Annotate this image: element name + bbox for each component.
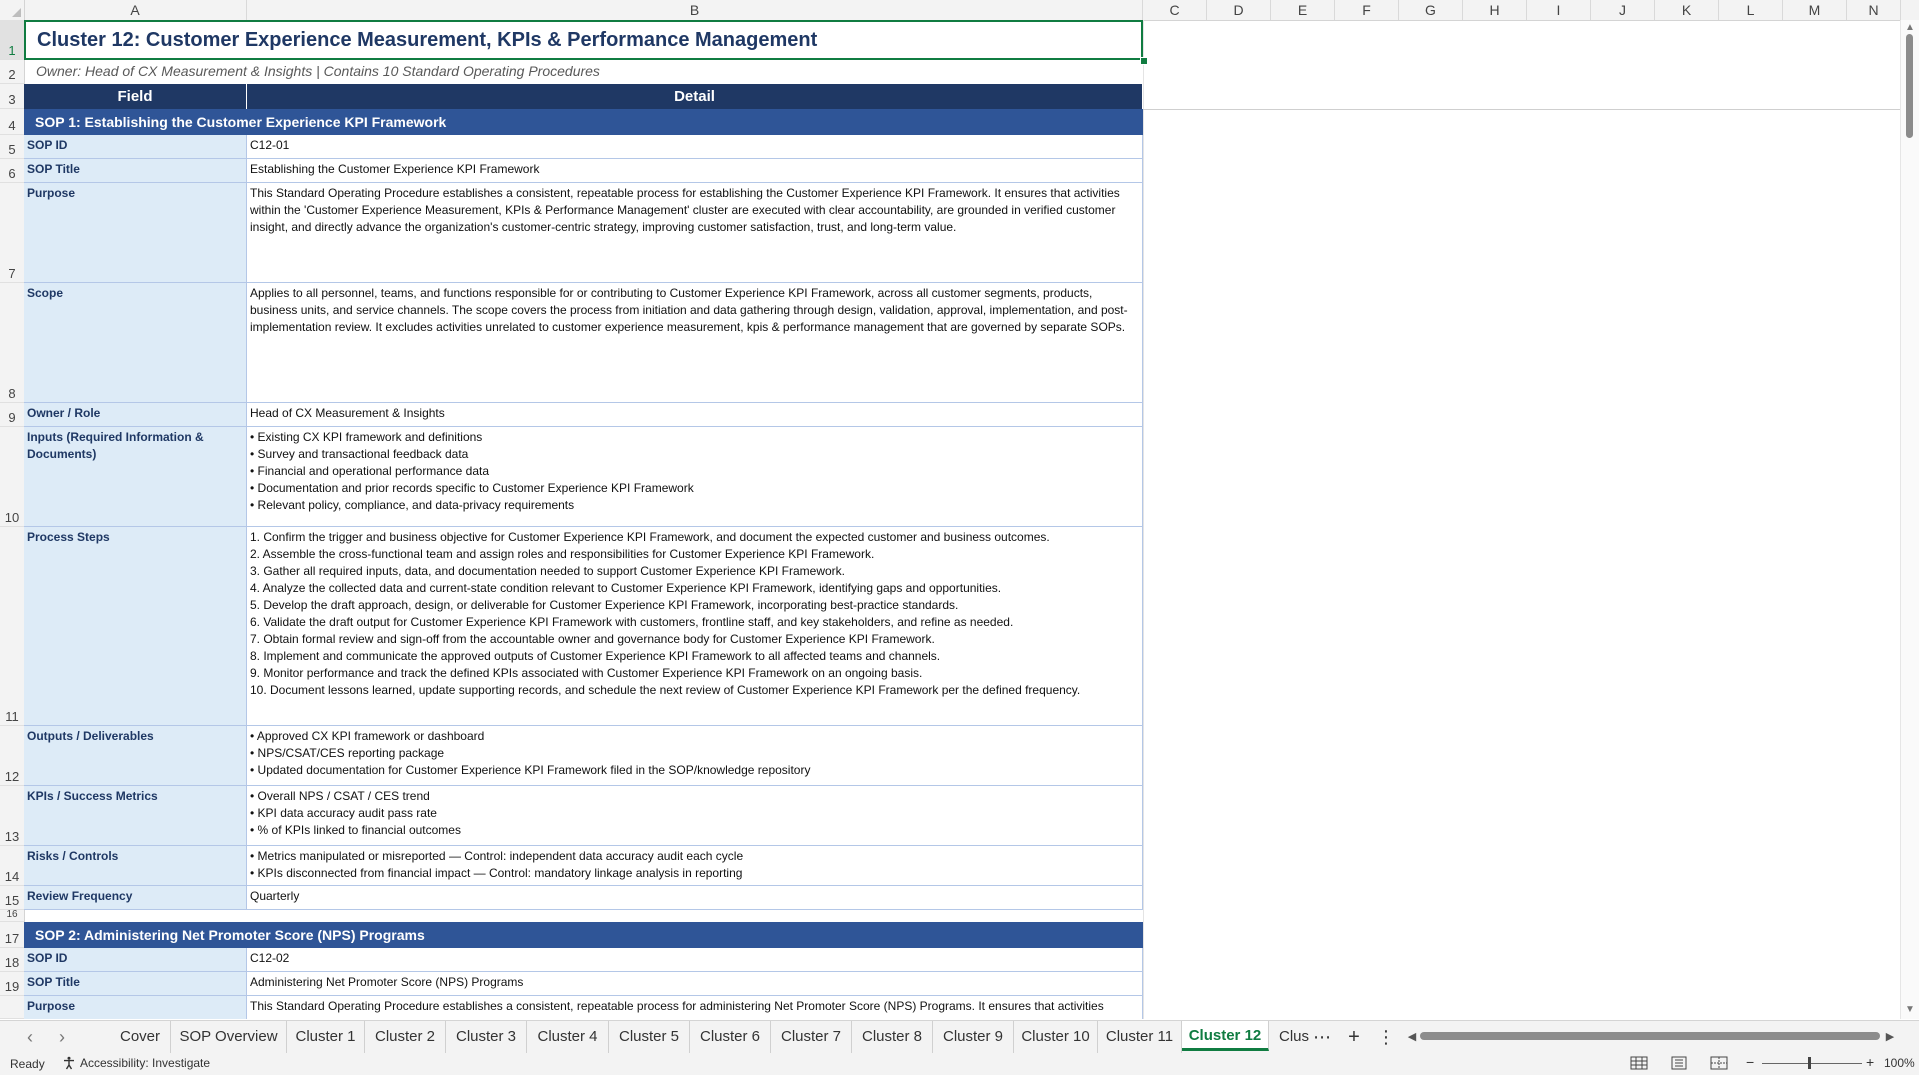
field-process-steps[interactable]: Process Steps xyxy=(24,527,247,726)
row-header-10[interactable]: 10 xyxy=(0,427,24,527)
field-owner-role[interactable]: Owner / Role xyxy=(24,403,247,427)
select-all-button[interactable] xyxy=(0,0,25,20)
zoom-in-icon[interactable]: + xyxy=(1866,1054,1875,1070)
field-sop-id[interactable]: SOP ID xyxy=(24,948,247,972)
column-header-m[interactable]: M xyxy=(1783,0,1847,20)
tab-cluster-5[interactable]: Cluster 5 xyxy=(609,1021,690,1053)
scroll-left-icon[interactable]: ◀ xyxy=(1407,1031,1417,1043)
row-header-1[interactable]: 1 xyxy=(0,20,24,60)
add-sheet-icon[interactable]: + xyxy=(1348,1026,1360,1048)
detail-process-steps[interactable]: 1. Confirm the trigger and business objective for Customer Experience KPI Framework, and document the expected customer and business outcomes. 2. Assemble the cross-functional team and assign roles and responsibilities for Customer Experience KPI Framework. 3. Gather all required inputs, data, and documentation needed to support Customer Experience KPI Framework. 4. Analyze the collected data and current-state condition relevant to Customer Experience KPI Framework, identifying gaps and opportunities. 5. Develop the draft approach, design, or deliverable for Customer Experience KPI Framework, incorporating best-practice standards. 6. Validate the draft output for Customer Experience KPI Framework with customers, frontline staff, and key stakeholders, and refine as needed. 7. Obtain formal review and sign-off from the accountable owner and governance body for Customer Experience KPI Framework. 8. Implement and communicate the approved outputs of Customer Experience KPI Framework to all affected teams and channels. 9. Monitor performance and track the defined KPIs associated with Customer Experience KPI Framework on an ongoing basis. 10. Document lessons learned, update supporting records, and schedule the next review of Customer Experience KPI Framework per the defined frequency. xyxy=(247,527,1143,726)
column-header-b[interactable]: B xyxy=(247,0,1143,20)
horizontal-scrollbar[interactable] xyxy=(1406,1031,1896,1043)
row-header-16[interactable]: 16 xyxy=(0,910,24,922)
row-header-7[interactable]: 7 xyxy=(0,183,24,283)
column-header-i[interactable]: I xyxy=(1527,0,1591,20)
column-header-n[interactable]: N xyxy=(1847,0,1901,20)
vertical-scroll-thumb[interactable] xyxy=(1906,34,1913,138)
tab-scroll-right-icon[interactable]: › xyxy=(59,1027,65,1047)
tab-scroll-left-icon[interactable]: ‹ xyxy=(27,1027,33,1047)
column-header-h[interactable]: H xyxy=(1463,0,1527,20)
detail-sop-id[interactable]: C12-02 xyxy=(247,948,1143,972)
tab-cluster-3[interactable]: Cluster 3 xyxy=(446,1021,527,1053)
detail-review-frequency[interactable]: Quarterly xyxy=(247,886,1143,910)
tab-cluster-9[interactable]: Cluster 9 xyxy=(933,1021,1014,1053)
tab-cluster-12[interactable]: Cluster 12 xyxy=(1182,1021,1269,1051)
sop-2-band[interactable]: SOP 2: Administering Net Promoter Score (NPS) Programs xyxy=(24,922,1143,948)
row-header-15[interactable]: 15 xyxy=(0,886,24,910)
row-header-6[interactable]: 6 xyxy=(0,159,24,183)
detail-sop-title[interactable]: Establishing the Customer Experience KPI Framework xyxy=(247,159,1143,183)
row-header-19[interactable]: 19 xyxy=(0,972,24,996)
detail-sop-id[interactable]: C12-01 xyxy=(247,135,1143,159)
column-header-e[interactable]: E xyxy=(1271,0,1335,20)
row-header-9[interactable]: 9 xyxy=(0,403,24,427)
row-header-5[interactable]: 5 xyxy=(0,135,24,159)
scroll-up-icon[interactable]: ▲ xyxy=(1905,22,1915,33)
sheet-title[interactable]: Cluster 12: Customer Experience Measurement, KPIs & Performance Management xyxy=(24,20,1143,60)
zoom-slider-thumb[interactable] xyxy=(1808,1057,1811,1069)
detail-purpose[interactable]: This Standard Operating Procedure establishes a consistent, repeatable process for administering Net Promoter Score (NPS) Programs. It ensures that activities xyxy=(247,996,1143,1019)
row-header-bar xyxy=(0,20,25,1019)
field-risks[interactable]: Risks / Controls xyxy=(24,846,247,886)
tab-cluster-7[interactable]: Cluster 7 xyxy=(771,1021,852,1053)
accessibility-icon xyxy=(62,1056,76,1070)
gridline xyxy=(1143,20,1144,1019)
vertical-scrollbar[interactable] xyxy=(1900,20,1919,1019)
detail-purpose[interactable]: This Standard Operating Procedure establishes a consistent, repeatable process for establishing the Customer Experience KPI Framework. It ensures that activities within the 'Customer Experience Measurement, KPIs & Performance Management' cluster are executed with clear accountability, are grounded in verified customer insight, and directly advance the organization's customer-centric strategy, improving customer satisfaction, trust, and long-term value. xyxy=(247,183,1143,283)
detail-sop-title[interactable]: Administering Net Promoter Score (NPS) Programs xyxy=(247,972,1143,996)
column-header-g[interactable]: G xyxy=(1399,0,1463,20)
detail-risks[interactable]: • Metrics manipulated or misreported — Control: independent data accuracy audit each cycle • KPIs disconnected from financial impact — Control: mandatory linkage analysis in reporting xyxy=(247,846,1143,886)
row-header-3[interactable]: 3 xyxy=(0,84,24,109)
zoom-out-icon[interactable]: − xyxy=(1746,1054,1755,1070)
tab-cluster-13-partial[interactable]: Clus xyxy=(1278,1028,1309,1045)
field-scope[interactable]: Scope xyxy=(24,283,247,403)
zoom-slider[interactable] xyxy=(1762,1063,1862,1064)
field-sop-title[interactable]: SOP Title xyxy=(24,159,247,183)
worksheet-grid[interactable] xyxy=(24,20,1901,1019)
row-header-8[interactable]: 8 xyxy=(0,283,24,403)
row-header-20[interactable] xyxy=(0,996,24,1019)
row-header-12[interactable]: 12 xyxy=(0,726,24,786)
gridline xyxy=(1143,109,1901,110)
column-header-bar xyxy=(0,0,1919,21)
page-layout-view-icon[interactable] xyxy=(1670,1056,1688,1070)
row-header-17[interactable]: 17 xyxy=(0,922,24,948)
row-header-14[interactable]: 14 xyxy=(0,846,24,886)
tab-cluster-2[interactable]: Cluster 2 xyxy=(365,1021,446,1053)
tab-cluster-11[interactable]: Cluster 11 xyxy=(1098,1021,1182,1053)
tab-cover[interactable]: Cover xyxy=(110,1021,171,1053)
column-header-c[interactable]: C xyxy=(1143,0,1207,20)
column-header-l[interactable]: L xyxy=(1719,0,1783,20)
field-purpose[interactable]: Purpose xyxy=(24,996,247,1019)
status-bar xyxy=(0,1053,1919,1075)
tab-cluster-1[interactable]: Cluster 1 xyxy=(287,1021,365,1053)
scroll-down-icon[interactable]: ▼ xyxy=(1905,1004,1915,1015)
row-header-4[interactable]: 4 xyxy=(0,109,24,135)
page-break-view-icon[interactable] xyxy=(1710,1056,1728,1070)
field-outputs[interactable]: Outputs / Deliverables xyxy=(24,726,247,786)
detail-outputs[interactable]: • Approved CX KPI framework or dashboard • NPS/CSAT/CES reporting package • Updated documentation for Customer Experience KPI Framework filed in the SOP/knowledge repository xyxy=(247,726,1143,786)
field-sop-title[interactable]: SOP Title xyxy=(24,972,247,996)
sheet-options-icon[interactable]: ⋮ xyxy=(1377,1027,1395,1047)
detail-scope[interactable]: Applies to all personnel, teams, and functions responsible for or contributing to Customer Experience KPI Framework, across all customer segments, products, business units, and service channels. The scope covers the process from initiation and data gathering through design, validation, approval, implementation, and post-implementation review. It excludes activities unrelated to customer experience measurement, kpis & performance management that are governed by separate SOPs. xyxy=(247,283,1143,403)
field-sop-id[interactable]: SOP ID xyxy=(24,135,247,159)
field-review-frequency[interactable]: Review Frequency xyxy=(24,886,247,910)
tab-cluster-6[interactable]: Cluster 6 xyxy=(690,1021,771,1053)
field-purpose[interactable]: Purpose xyxy=(24,183,247,283)
row-header-18[interactable]: 18 xyxy=(0,948,24,972)
detail-kpis[interactable]: • Overall NPS / CSAT / CES trend • KPI data accuracy audit pass rate • % of KPIs linked to financial outcomes xyxy=(247,786,1143,846)
accessibility-label: Accessibility: Investigate xyxy=(80,1056,211,1070)
sheet-tab-bar xyxy=(0,1020,1919,1054)
scroll-right-icon[interactable]: ▶ xyxy=(1885,1031,1895,1043)
header-field[interactable]: Field xyxy=(24,84,247,109)
more-sheets-icon[interactable]: ⋯ xyxy=(1313,1027,1331,1047)
column-header-j[interactable]: J xyxy=(1591,0,1655,20)
column-header-k[interactable]: K xyxy=(1655,0,1719,20)
tab-sop-overview[interactable]: SOP Overview xyxy=(171,1021,287,1053)
tab-cluster-4[interactable]: Cluster 4 xyxy=(527,1021,609,1053)
sheet-subtitle[interactable]: Owner: Head of CX Measurement & Insights | Contains 10 Standard Operating Procedures xyxy=(36,63,600,79)
column-header-f[interactable]: F xyxy=(1335,0,1399,20)
header-detail[interactable]: Detail xyxy=(247,84,1143,109)
field-inputs[interactable]: Inputs (Required Information & Documents) xyxy=(24,427,247,527)
zoom-level[interactable]: 100% xyxy=(1884,1056,1915,1070)
tab-cluster-8[interactable]: Cluster 8 xyxy=(852,1021,933,1053)
tab-cluster-10[interactable]: Cluster 10 xyxy=(1014,1021,1098,1053)
field-kpis[interactable]: KPIs / Success Metrics xyxy=(24,786,247,846)
status-ready: Ready xyxy=(10,1057,45,1071)
column-header-a[interactable]: A xyxy=(24,0,247,20)
row-header-13[interactable]: 13 xyxy=(0,786,24,846)
sop-1-band[interactable]: SOP 1: Establishing the Customer Experience KPI Framework xyxy=(24,109,1143,135)
horizontal-scroll-thumb[interactable] xyxy=(1420,1032,1880,1040)
detail-owner-role[interactable]: Head of CX Measurement & Insights xyxy=(247,403,1143,427)
accessibility-status[interactable] xyxy=(62,1056,210,1070)
normal-view-icon[interactable] xyxy=(1630,1056,1648,1070)
detail-inputs[interactable]: • Existing CX KPI framework and definitions • Survey and transactional feedback data • Financial and operational performance data • Documentation and prior records specific to Customer Experience KPI Framework • Relevant policy, compliance, and data-privacy requirements xyxy=(247,427,1143,527)
row-header-11[interactable]: 11 xyxy=(0,527,24,726)
column-header-d[interactable]: D xyxy=(1207,0,1271,20)
row-header-2[interactable]: 2 xyxy=(0,60,24,84)
